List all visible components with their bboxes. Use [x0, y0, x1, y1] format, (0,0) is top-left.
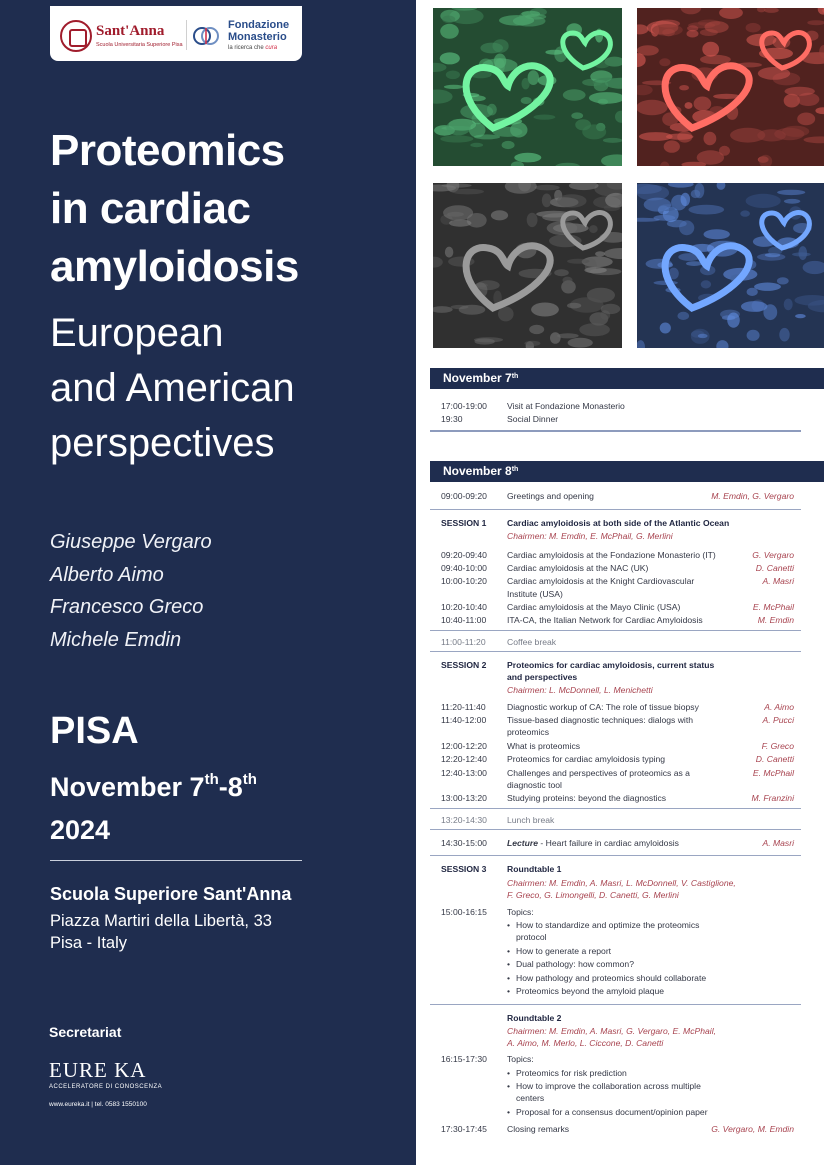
speaker: D. Canetti: [755, 563, 794, 573]
time: 10:00-10:20: [441, 576, 487, 586]
topic-text: Proteomics beyond the amyloid plaque: [516, 986, 665, 996]
day-label-suffix: th: [511, 466, 519, 473]
day-header-nov8: [430, 461, 824, 482]
session-label: SESSION 3: [441, 864, 487, 874]
day-label: November 8: [443, 464, 512, 478]
logo-card: [50, 6, 302, 61]
secretariat-contact: www.eureka.it | tel. 0583 1550100: [49, 1101, 147, 1108]
histology-image-red: [637, 8, 824, 166]
monasterio-tagline-pre: la ricerca che: [228, 45, 266, 51]
event-subtitle-line: perspectives: [50, 421, 275, 465]
monasterio-logo-icon: [192, 22, 220, 50]
tissue-texture: [451, 189, 484, 195]
topic-text: How to standardize and optimize the proteomics: [516, 920, 700, 930]
tissue-texture: [664, 140, 680, 152]
tissue-texture: [514, 153, 541, 163]
time: 14:30-15:00: [441, 838, 487, 848]
event-subtitle-line: European: [50, 311, 224, 355]
lecture-title: [507, 837, 679, 850]
venue-address: [50, 910, 272, 954]
tissue-texture: [785, 87, 815, 96]
roundtable-title: Roundtable 1: [507, 864, 562, 874]
tissue-texture: [702, 42, 719, 57]
tissue-texture: [727, 313, 740, 328]
organizer-name: Giuseppe Vergaro: [50, 531, 212, 553]
histology-image-gray: [433, 183, 622, 348]
tissue-texture: [480, 43, 503, 54]
agenda-item: Greetings and opening: [507, 491, 594, 501]
divider: [430, 855, 801, 856]
event-title-line: in cardiac: [50, 184, 251, 233]
tissue-texture: [659, 58, 670, 66]
divider: [50, 860, 302, 861]
time: 11:00-11:20: [441, 637, 486, 647]
time: 11:20-11:40: [441, 702, 486, 712]
tissue-texture: [542, 194, 552, 208]
date-end-suffix: th: [242, 771, 257, 788]
tissue-texture: [524, 341, 540, 346]
topic-item: • How to improve the collaboration across multiple: [507, 1081, 701, 1091]
histology-image-graphic: [433, 183, 622, 348]
tissue-texture: [557, 194, 587, 207]
agenda-item: Social Dinner: [507, 414, 559, 424]
tissue-texture: [440, 52, 460, 64]
time: 09:20-09:40: [441, 550, 487, 560]
tissue-texture: [440, 24, 459, 39]
divider: [430, 509, 801, 510]
santanna-logo-text: Sant'Anna: [96, 23, 165, 39]
tissue-texture: [763, 304, 777, 320]
tissue-texture: [550, 332, 561, 344]
speaker: A. Masri: [762, 576, 794, 586]
speaker: F. Greco: [761, 741, 794, 751]
topic-text: How to generate a report: [516, 946, 612, 956]
eureka-logo: EURE KA: [49, 1058, 147, 1082]
talk-title: Cardiac amyloidosis at the Knight Cardiovascular: [507, 576, 695, 586]
roundtable-chairs-cont: F. Greco, G. Limongelli, D. Canetti, G. Merlini: [507, 890, 679, 900]
histology-image-blue: [637, 183, 824, 348]
tissue-texture: [679, 220, 694, 235]
tissue-texture: [681, 193, 691, 206]
date-start-suffix: th: [204, 771, 219, 788]
santanna-seal-icon: [60, 20, 92, 52]
monasterio-line1: Fondazione: [228, 19, 290, 31]
tissue-texture: [589, 225, 598, 233]
organizer-name: Alberto Aimo: [50, 563, 164, 586]
tissue-texture: [567, 259, 589, 264]
event-title-line: Proteomics: [50, 126, 285, 175]
speaker: A. Masri: [762, 838, 794, 848]
talk-title: Challenges and perspectives of proteomics as a: [507, 768, 690, 778]
tissue-texture: [746, 23, 761, 33]
day-header-nov7: [430, 368, 824, 389]
topic-item: • How to generate a report: [507, 946, 612, 956]
talk-title-cont: proteomics: [507, 727, 550, 737]
topic-text: Proteomics for risk prediction: [516, 1068, 627, 1078]
speaker: M. Franzini: [751, 793, 794, 803]
topic-item-cont: protocol: [516, 932, 547, 942]
histology-image-graphic: [433, 8, 622, 166]
topic-item: • Proteomics beyond the amyloid plaque: [507, 986, 665, 996]
lecture-label: Lecture: [507, 838, 539, 848]
talk-title-cont: Institute (USA): [507, 589, 563, 599]
tissue-texture: [660, 323, 671, 334]
talk-title: Diagnostic workup of CA: The role of tissue biopsy: [507, 702, 699, 712]
tissue-texture: [459, 305, 486, 315]
tissue-texture: [779, 328, 789, 342]
day-label-suffix: th: [511, 373, 519, 380]
roundtable-chairs: Chairmen: M. Emdin, A. Masri, L. McDonnell, V. Castiglione,: [507, 878, 736, 888]
tissue-texture: [531, 303, 559, 317]
tissue-texture: [705, 21, 729, 33]
histology-image-graphic: [637, 183, 824, 348]
tissue-texture: [746, 194, 781, 208]
topic-text: How to improve the collaboration across multiple: [516, 1081, 701, 1091]
divider: [430, 630, 801, 631]
roundtable-chairs: Chairmen: M. Emdin, A. Masri, G. Vergaro, E. McPhail,: [507, 1026, 717, 1036]
tissue-texture: [644, 198, 671, 212]
roundtable-chairs-cont: A. Aimo, M. Merlo, L. Ciccone, D. Canetti: [507, 1038, 664, 1048]
topic-text: Proposal for a consensus document/opinion paper: [516, 1107, 708, 1117]
tissue-texture: [757, 129, 786, 141]
organizer-name: Francesco Greco: [50, 596, 204, 618]
event-subtitle: [50, 306, 295, 471]
histology-image-graphic: [637, 8, 824, 166]
lecture-text: - Heart failure in cardiac amyloidosis: [538, 838, 679, 848]
time: 12:40-13:00: [441, 768, 487, 778]
tissue-texture: [704, 229, 730, 239]
divider: [430, 430, 801, 432]
session-title: Proteomics for cardiac amyloidosis, current status: [507, 660, 715, 670]
session-label: SESSION 1: [441, 518, 487, 528]
talk-title: ITA-CA, the Italian Network for Cardiac Amyloidosis: [507, 615, 703, 625]
monasterio-logo-text: [228, 19, 289, 43]
tissue-texture: [545, 50, 563, 55]
tissue-texture: [777, 190, 805, 195]
tissue-texture: [442, 16, 455, 24]
tissue-texture: [567, 303, 581, 309]
date-start: November 7: [50, 772, 205, 802]
tissue-texture: [784, 299, 793, 311]
event-city: PISA: [50, 710, 139, 752]
topics-label: Topics:: [507, 1054, 534, 1064]
tissue-texture: [469, 123, 486, 138]
speaker: A. Pucci: [762, 715, 794, 725]
time: 11:40-12:00: [441, 715, 487, 725]
tissue-texture: [704, 132, 717, 146]
speaker: G. Vergaro: [752, 550, 794, 560]
organizer-name: Michele Emdin: [50, 628, 182, 651]
agenda-item: Visit at Fondazione Monasterio: [507, 401, 625, 411]
roundtable-title: Roundtable 2: [507, 1013, 562, 1023]
tissue-texture: [595, 251, 605, 256]
tissue-texture: [579, 323, 610, 336]
tissue-texture: [754, 283, 781, 291]
time: 13:20-14:30: [441, 815, 487, 825]
talk-title: Proteomics for cardiac amyloidosis typing: [507, 754, 666, 764]
date-end: -8: [218, 772, 243, 802]
session-label: SESSION 2: [441, 660, 487, 670]
monasterio-tagline-em: cura: [265, 45, 278, 51]
tissue-texture: [582, 124, 606, 139]
topics-label: Topics:: [507, 907, 534, 917]
divider: [430, 651, 801, 652]
tissue-texture: [563, 277, 573, 284]
topic-item-cont: centers: [516, 1093, 545, 1103]
tissue-texture: [521, 97, 532, 104]
time: 09:40-10:00: [441, 563, 487, 573]
tissue-texture: [695, 183, 705, 198]
session-title: Cardiac amyloidosis at both side of the Atlantic Ocean: [507, 518, 730, 528]
tissue-texture: [601, 304, 620, 314]
tissue-texture: [584, 267, 606, 273]
session-chairs: Chairmen: L. McDonnell, L. Menichetti: [507, 685, 653, 695]
topic-item: • How to standardize and optimize the proteomics: [507, 920, 700, 930]
tissue-texture: [598, 99, 608, 105]
time: 17:30-17:45: [441, 1124, 487, 1134]
session-chairs: Chairmen: M. Emdin, E. McPhail, G. Merlini: [507, 531, 673, 541]
time: 09:00-09:20: [441, 491, 487, 501]
santanna-logo-subtitle: Scuola Universitaria Superiore Pisa: [96, 42, 183, 48]
venue-address-line: Piazza Martiri della Libertà, 33: [50, 912, 272, 930]
tissue-texture: [568, 338, 593, 348]
tissue-texture: [527, 213, 538, 227]
topic-text: How pathology and proteomics should collaborate: [516, 973, 707, 983]
histology-image-green: [433, 8, 622, 166]
tissue-texture: [747, 288, 758, 296]
event-dates: [50, 758, 257, 852]
tissue-texture: [740, 210, 750, 216]
tissue-texture: [470, 143, 483, 147]
event-year: 2024: [50, 815, 111, 845]
tissue-texture: [694, 97, 712, 111]
time: 10:20-10:40: [441, 602, 487, 612]
tissue-texture: [502, 141, 515, 149]
tissue-texture: [557, 333, 579, 338]
topic-item: • Proteomics for risk prediction: [507, 1068, 627, 1078]
speaker: M. Emdin: [757, 615, 794, 625]
secretariat-label: Secretariat: [49, 1024, 122, 1040]
tissue-texture: [475, 338, 495, 344]
tissue-texture: [747, 330, 760, 341]
tissue-texture: [535, 185, 560, 191]
tissue-texture: [563, 89, 586, 100]
day-label: November 7: [443, 371, 512, 385]
event-title-line: amyloidosis: [50, 242, 299, 291]
tissue-texture: [491, 210, 508, 220]
tissue-texture: [443, 205, 473, 220]
tissue-texture: [446, 71, 460, 80]
venue-institution: Scuola Superiore Sant'Anna: [50, 884, 292, 904]
time: 16:15-17:30: [441, 1054, 487, 1064]
monasterio-tagline: [228, 45, 277, 51]
divider: [430, 808, 801, 809]
agenda-item: Closing remarks: [507, 1124, 570, 1134]
tissue-texture: [525, 14, 546, 20]
tissue-texture: [522, 78, 530, 89]
tissue-texture: [797, 113, 815, 126]
tissue-texture: [487, 104, 497, 116]
tissue-texture: [603, 138, 622, 143]
venue-address-line: Pisa - Italy: [50, 934, 128, 952]
speaker: M. Emdin, G. Vergaro: [711, 491, 794, 501]
talk-title: Tissue-based diagnostic techniques: dialogs with: [507, 715, 693, 725]
organizers-list: [50, 526, 212, 656]
talk-title: What is proteomics: [507, 741, 581, 751]
topic-text: Dual pathology: how common?: [516, 959, 634, 969]
tissue-texture: [554, 269, 569, 276]
break-label: Coffee break: [507, 637, 557, 647]
tissue-texture: [777, 277, 789, 284]
session-title-cont: and perspectives: [507, 672, 578, 682]
topic-item: • How pathology and proteomics should collaborate: [507, 973, 707, 983]
time: 13:00-13:20: [441, 793, 487, 803]
talk-title: Cardiac amyloidosis at the Mayo Clinic (USA): [507, 602, 681, 612]
divider: [430, 1004, 801, 1005]
tissue-texture: [571, 112, 583, 119]
speaker: A. Aimo: [764, 702, 794, 712]
monasterio-line2: Monasterio: [228, 31, 287, 43]
tissue-texture: [446, 120, 470, 136]
tissue-texture: [792, 252, 811, 256]
time: 17:00-19:00: [441, 401, 487, 411]
tissue-texture: [637, 100, 668, 115]
talk-title: Cardiac amyloidosis at the Fondazione Monasterio (IT): [507, 550, 716, 560]
talk-title: Studying proteins: beyond the diagnostics: [507, 793, 667, 803]
tissue-texture: [678, 312, 690, 320]
tissue-texture: [687, 30, 699, 38]
speaker: E. McPhail: [752, 602, 794, 612]
tissue-texture: [444, 85, 464, 89]
tissue-texture: [698, 334, 708, 338]
tissue-texture: [697, 150, 724, 164]
tissue-texture: [685, 102, 693, 109]
eureka-tagline: ACCELERATORE DI CONOSCENZA: [49, 1084, 163, 1090]
event-subtitle-line: and American: [50, 366, 295, 410]
break-label: Lunch break: [507, 815, 555, 825]
speaker: G. Vergaro, M. Emdin: [711, 1124, 794, 1134]
tissue-texture: [652, 24, 683, 36]
time: 10:40-11:00: [441, 615, 487, 625]
tissue-texture: [449, 220, 471, 227]
talk-title-cont: diagnostic tool: [507, 780, 562, 790]
time: 12:20-12:40: [441, 754, 487, 764]
time: 15:00-16:15: [441, 907, 487, 917]
tissue-texture: [795, 314, 806, 318]
speaker: E. McPhail: [752, 768, 794, 778]
talk-title: Cardiac amyloidosis at the NAC (UK): [507, 563, 649, 573]
tissue-texture: [689, 205, 725, 215]
event-date-range: [50, 758, 257, 809]
tissue-texture: [679, 85, 689, 90]
tissue-texture: [784, 199, 800, 204]
logo-divider: [186, 20, 187, 50]
tissue-texture: [440, 135, 473, 142]
divider: [430, 829, 801, 830]
tissue-texture: [654, 215, 676, 221]
time: 19:30: [441, 414, 463, 424]
event-title: [50, 122, 299, 296]
tissue-texture: [701, 280, 711, 288]
tissue-texture: [534, 115, 556, 120]
tissue-texture: [639, 132, 673, 141]
tissue-texture: [529, 325, 544, 334]
tissue-texture: [445, 247, 453, 258]
speaker: D. Canetti: [755, 754, 794, 764]
topic-item: • Proposal for a consensus document/opinion paper: [507, 1107, 708, 1117]
topic-item: • Dual pathology: how common?: [507, 959, 634, 969]
tissue-texture: [741, 301, 767, 312]
time: 12:00-12:20: [441, 741, 487, 751]
